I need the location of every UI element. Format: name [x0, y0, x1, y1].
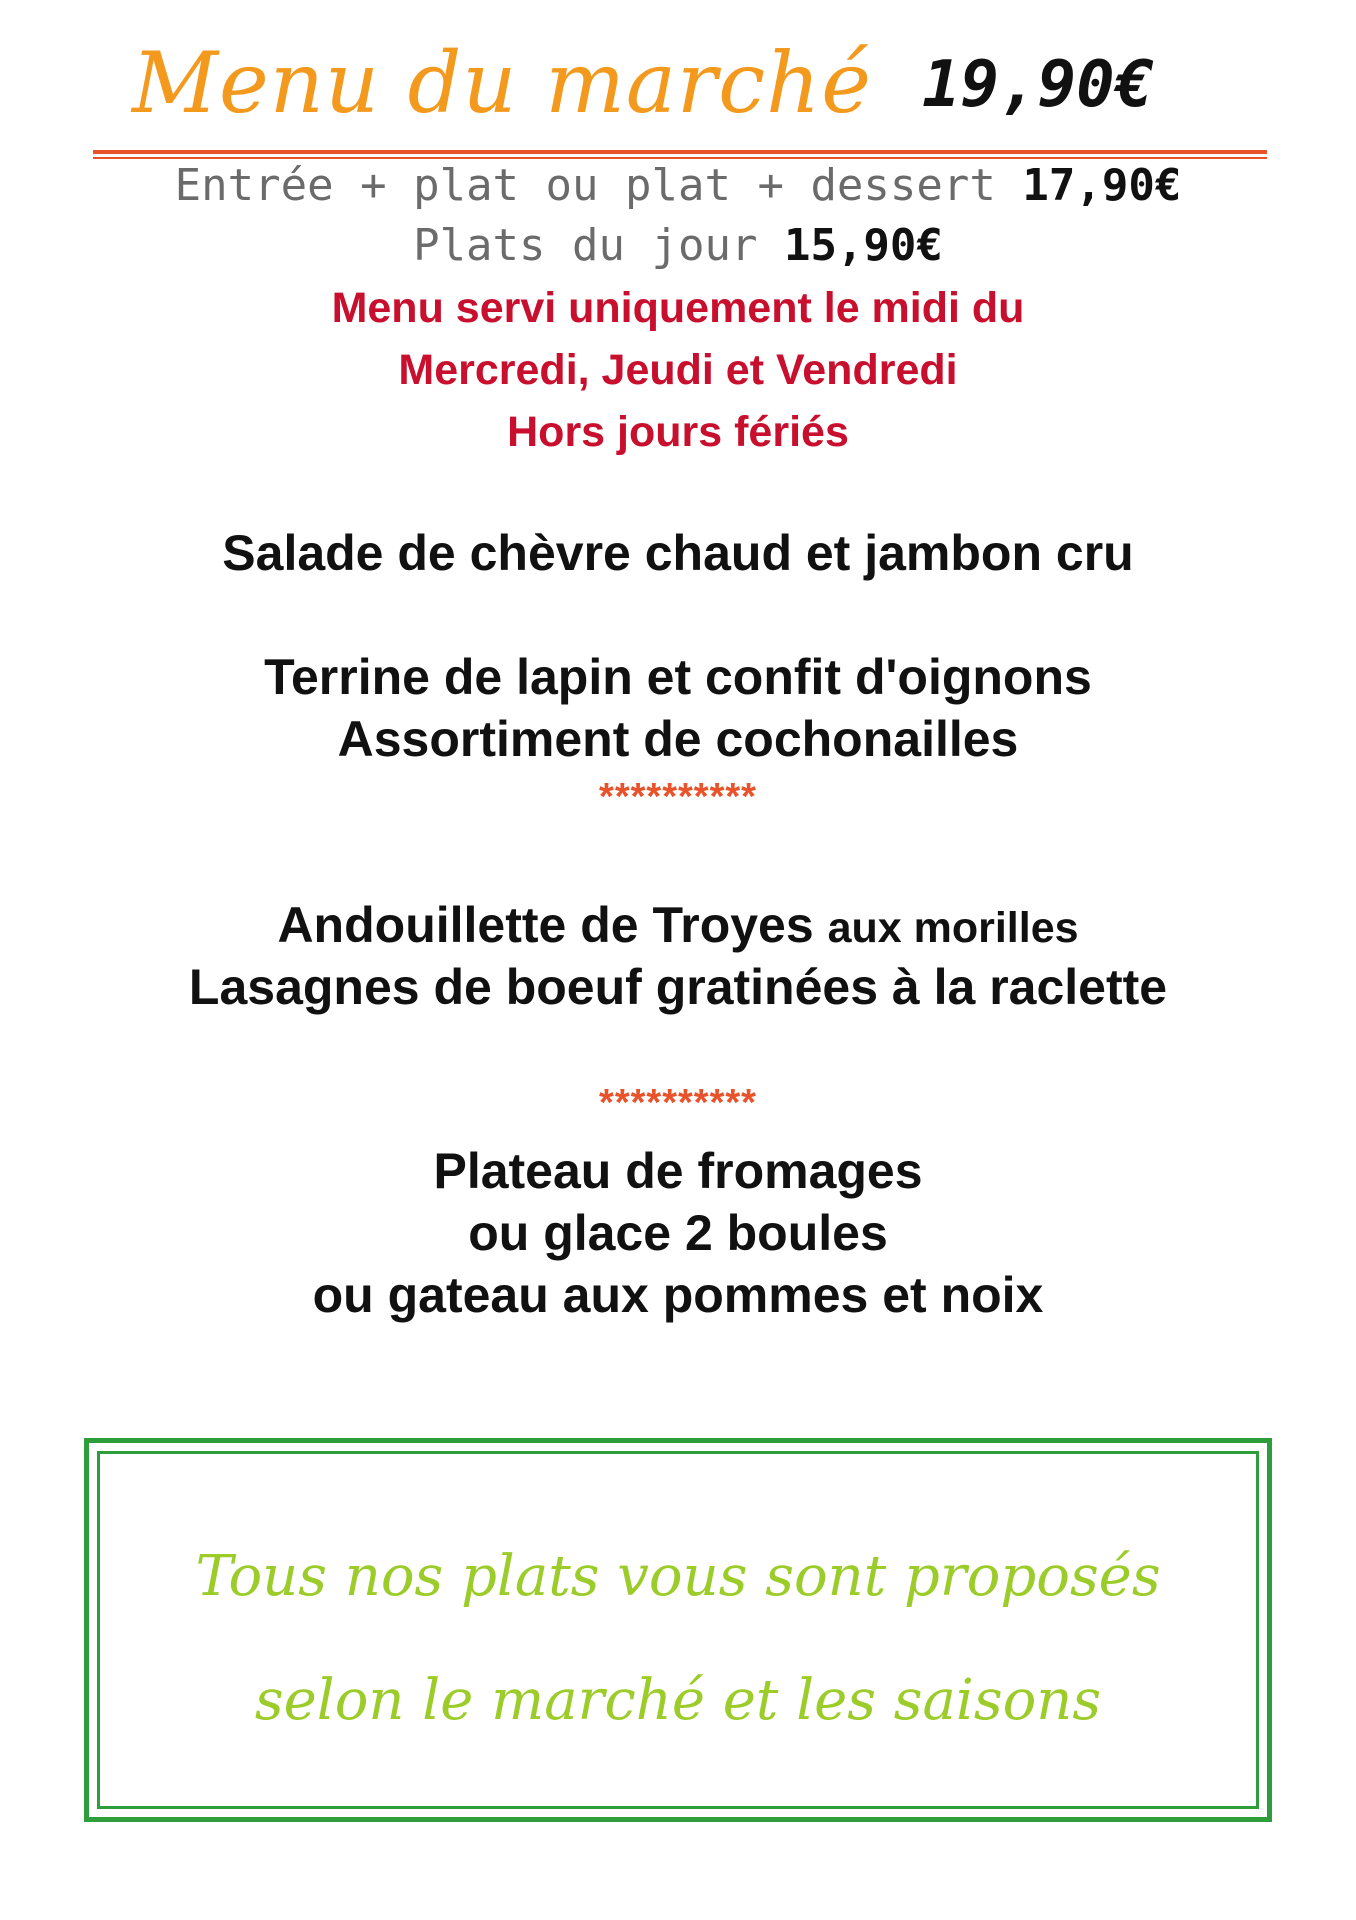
main-item	[0, 958, 1356, 1016]
dessert-item: ou gateau aux pommes et noix	[312, 1267, 1044, 1323]
main-item	[0, 896, 1356, 954]
starter-item: Salade de chèvre chaud et jambon cru	[222, 525, 1134, 581]
formula-plats-du-jour	[0, 220, 1356, 271]
menu-header	[0, 34, 1356, 144]
footer-slogan: selon le marché et les saisons	[254, 1668, 1102, 1733]
dessert-item: Plateau de fromages	[433, 1143, 923, 1199]
notice-line: Hors jours fériés	[507, 408, 849, 456]
menu-title: Menu du marché	[132, 34, 872, 132]
dessert-item: ou glace 2 boules	[468, 1205, 888, 1261]
section-separator: **********	[599, 776, 757, 818]
starter-item: Assortiment de cochonailles	[337, 711, 1019, 767]
formula-entree-plat-dessert	[0, 160, 1356, 211]
formula-price: 17,90€	[1022, 160, 1182, 211]
menu-price: 19,90€	[922, 48, 1154, 122]
notice-line: Menu servi uniquement le midi du	[331, 284, 1025, 332]
formula-label: Entrée + plat ou plat + dessert	[174, 160, 996, 211]
formula-label: Plats du jour	[413, 220, 758, 271]
section-separator: **********	[599, 1082, 757, 1124]
formula-price: 15,90€	[783, 220, 943, 271]
main-item-suffix: aux morilles	[827, 904, 1079, 952]
header-divider-thin	[93, 157, 1267, 159]
main-item-name: Andouillette de Troyes	[277, 897, 814, 953]
notice-line: Mercredi, Jeudi et Vendredi	[398, 346, 958, 394]
footer-slogan: Tous nos plats vous sont proposés	[195, 1544, 1161, 1609]
main-item-name: Lasagnes de boeuf gratinées à la raclette	[188, 959, 1168, 1015]
header-divider	[93, 150, 1267, 154]
footer-frame-inner	[97, 1451, 1259, 1809]
starter-item: Terrine de lapin et confit d'oignons	[264, 649, 1092, 705]
